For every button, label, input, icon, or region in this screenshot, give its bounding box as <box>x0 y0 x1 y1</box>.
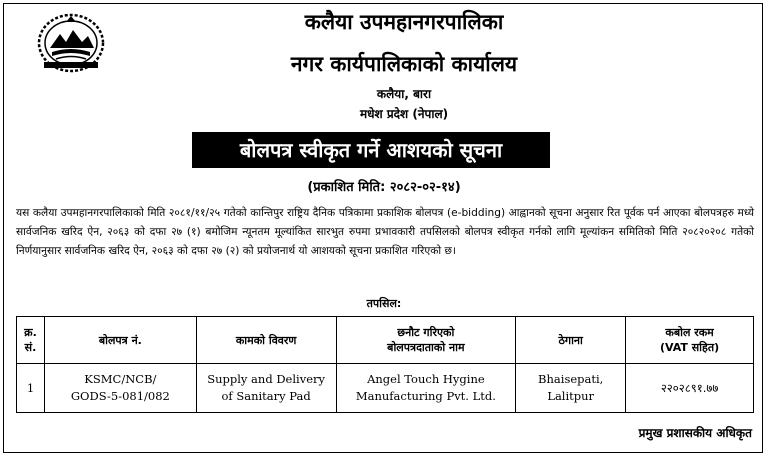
cell-work <box>196 364 336 413</box>
bid-table <box>16 316 754 413</box>
cell-work-line1: Supply and Delivery <box>207 372 326 386</box>
signoff-title: प्रमुख प्रशासकीय अधिकृत <box>638 426 752 440</box>
cell-bidder <box>336 364 516 413</box>
header-address: ठेगाना <box>516 317 626 364</box>
details-heading: तपसिल: <box>366 297 402 310</box>
published-date: (प्रकाशित मिति: २०८२-०२-१४) <box>307 180 461 195</box>
cell-address-line2: Lalitpur <box>547 389 595 403</box>
header-amount <box>626 317 754 364</box>
municipality-name: कलैया उपमहानगरपालिका <box>304 10 504 34</box>
notice-body: यस कलैया उपमहानगरपालिकाको मिति २०८१/११/२५ गतेको कान्तिपुर राष्ट्रिय दैनिक पत्रिकामा प्रकाशिक बोलपत्र (e-bidding) आह्वानको सूचना अनुसार रित पूर्वक पर्न आएका बोलपत्रहरु मध्ये सार्वजनिक खरिद ऐन, २०६३ को दफा २७ (१) बमोजिम न्यूनतम मूल्यांकित सारभुत रुपमा प्रभावकारी तपसिलको बोलपत्र स्वीकृत गर्नको लागि मूल्यांकन समितिको मिति २०८२०२०८ गतेको निर्णयानुसार सार्वजनिक खरिद ऐन, २०६३ को दफा २७ (२) को प्रयोजनार्थ यो आशयको सूचना प्रकाशित गरिएको छ। <box>16 207 754 257</box>
cell-bid-no-line2: GODS-5-081/082 <box>70 389 170 403</box>
table-header-row <box>17 317 754 364</box>
header-amount-line2: (VAT सहित) <box>659 341 720 354</box>
cell-bid-no <box>44 364 196 413</box>
office-location: कलैया, बारा <box>376 87 432 101</box>
header-bidder <box>336 317 516 364</box>
header-amount-line1: कबोल रकम <box>665 326 714 339</box>
notice-title-banner: बोलपत्र स्वीकृत गर्ने आशयको सूचना <box>192 132 550 168</box>
cell-amount: २२०२८९१.७७ <box>626 364 754 413</box>
office-name: नगर कार्यपालिकाको कार्यालय <box>290 52 518 76</box>
province-name: मधेश प्रदेश (नेपाल) <box>359 107 449 121</box>
cell-address <box>516 364 626 413</box>
cell-bidder-line1: Angel Touch Hygine <box>367 372 485 386</box>
table-row <box>17 364 754 413</box>
header-bidder-line2: बोलपत्रदाताको नाम <box>387 341 465 354</box>
header-sn: क्र. सं. <box>17 317 45 364</box>
header-bidder-line1: छनौट गरिएको <box>397 326 455 339</box>
header-work: कामको विवरण <box>196 317 336 364</box>
header-bid-no: बोलपत्र नं. <box>44 317 196 364</box>
cell-bid-no-line1: KSMC/NCB/ <box>84 372 157 386</box>
cell-bidder-line2: Manufacturing Pvt. Ltd. <box>355 389 496 403</box>
cell-sn: 1 <box>17 364 45 413</box>
cell-address-line1: Bhaisepati, <box>538 372 604 386</box>
cell-work-line2: of Sanitary Pad <box>221 389 311 403</box>
